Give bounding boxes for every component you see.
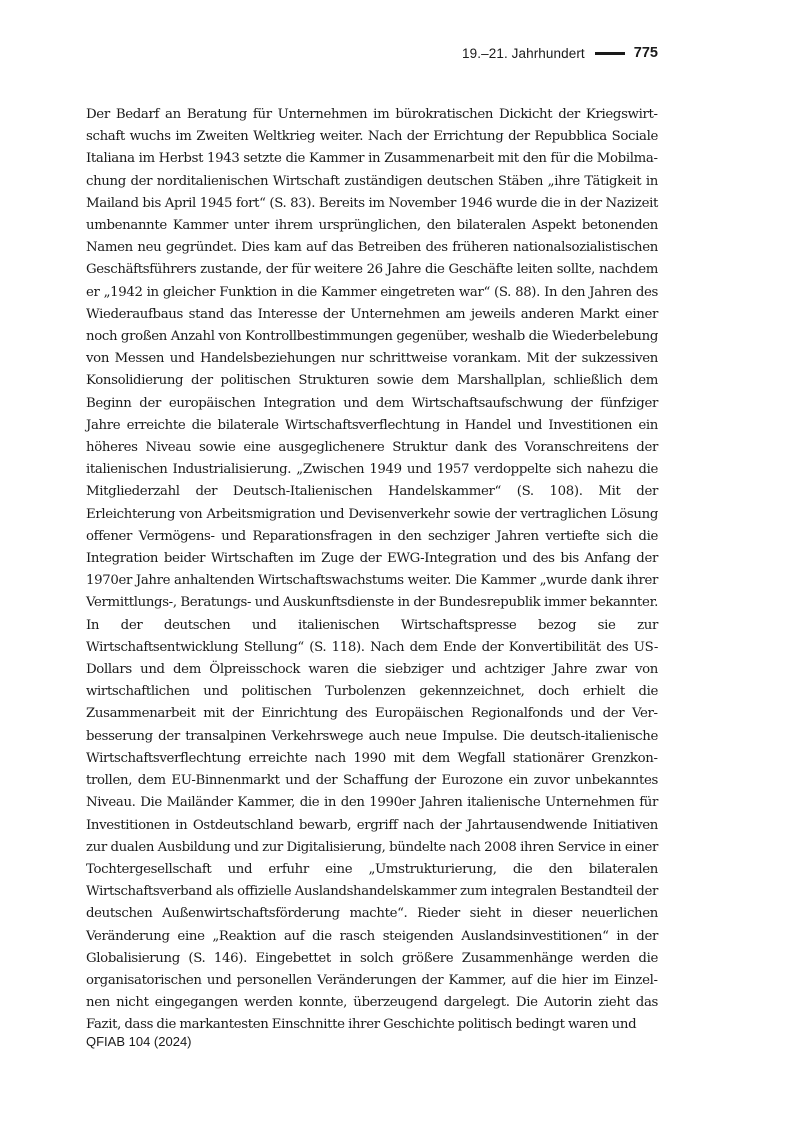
running-head-rule <box>595 52 625 55</box>
running-head-section-title: 19.–21. Jahrhundert <box>462 45 585 61</box>
body-paragraph: Der Bedarf an Beratung für Unternehmen im bürokratischen Dickicht der Kriegswirtschaft wuchs im Zweiten Weltkrieg weiter. Nach der Errichtung der Repubblica Sociale Italiana im Herbst 1943 setzte die Kammer in Zusammenarbeit mit den für die Mobilmachung der norditalienischen Wirtschaft zuständigen deutschen Stäben „ihre Tätigkeit in Mailand bis April 1945 fort“ (S. 83). Bereits im November 1946 wurde die in der Nazizeit umbenannte Kammer unter ihrem ursprünglichen, den bilateralen Aspekt betonenden Namen neu gegründet. Dies kam auf das Betreiben des früheren nationalsozialistischen Geschäftsführers zustande, der für weitere 26 Jahre die Geschäfte leiten sollte, nachdem er „1942 in gleicher Funktion in die Kammer eingetreten war“ (S. 88). In den Jahren des Wiederaufbaus stand das Interesse der Unternehmen am jeweils anderen Markt einer noch großen Anzahl von Kontrollbestimmungen gegenüber, weshalb die Wiederbelebung von Messen und Handelsbeziehungen nur schrittweise vorankam. Mit der sukzessiven Konsolidierung der politischen Strukturen sowie dem Marshallplan, schließlich dem Beginn der europäischen Integration und dem Wirtschaftsaufschwung der fünfziger Jahre erreichte die bilaterale Wirtschaftsverflechtung in Handel und Investitionen ein höheres Niveau sowie eine ausgeglichenere Struktur dank des Voranschreitens der italienischen Industrialisierung. „Zwischen 1949 und 1957 verdoppelte sich nahezu die Mitgliederzahl der Deutsch-Italienischen Handelskammer“ (S. 108). Mit der Erleichterung von Arbeitsmigration und Devisenverkehr sowie der vertraglichen Lösung offener Vermögens- und Reparationsfragen in den sechziger Jahren vertiefte sich die Integration beider Wirtschaften im Zuge der EWG-Integration und des bis Anfang der 1970er Jahre anhaltenden Wirtschaftswachstums weiter. Die Kammer „wurde dank ihrer Vermittlungs-, Beratungs- und Auskunftsdienste in der Bundesrepublik immer bekannter. In der deutschen und italienischen Wirtschaftspresse bezog sie zur Wirtschaftsentwicklung Stellung“ (S. 118). Nach dem Ende der Konvertibilität des US-Dollars und dem Ölpreisschock waren die siebziger und achtziger Jahre zwar von wirtschaftlichen und politischen Turbolenzen gekennzeichnet, doch erhielt die Zusammenarbeit mit der Einrichtung des Europäischen Regionalfonds und der Verbesserung der transalpinen Verkehrswege auch neue Impulse. Die deutsch-italienische Wirtschaftsverflechtung erreichte nach 1990 mit dem Wegfall stationärer Grenzkontrollen, dem EU-Binnenmarkt und der Schaffung der Eurozone ein zuvor unbekanntes Niveau. Die Mailänder Kammer, die in den 1990er Jahren italienische Unternehmen für Investitionen in Ostdeutschland bewarb, ergriff nach der Jahrtausendwende Initiativen zur dualen Ausbildung und zur Digitalisierung, bündelte nach 2008 ihren Service in einer Tochtergesellschaft und erfuhr eine „Umstrukturierung, die den bilateralen Wirtschaftsverband als offizielle Auslandshandelskammer zum integralen Bestandteil der deutschen Außenwirtschaftsförderung machte“. Rieder sieht in dieser neuerlichen Veränderung eine „Reaktion auf die rasch steigenden Auslandsinvestitionen“ in der Globalisierung (S. 146). Eingebettet in solch größere Zusammenhänge werden die organisatorischen und personellen Veränderungen der Kammer, auf die hier im Einzelnen nicht eingegangen werden konnte, überzeugend dargelegt. Die Autorin zieht das Fazit, dass die markantesten Einschnitte ihrer Geschichte politisch bedingt waren und <box>86 107 658 1033</box>
body-text <box>86 104 658 1037</box>
running-head <box>462 42 658 64</box>
footer-journal-citation: QFIAB 104 (2024) <box>86 1034 192 1049</box>
page-number: 775 <box>633 45 658 61</box>
